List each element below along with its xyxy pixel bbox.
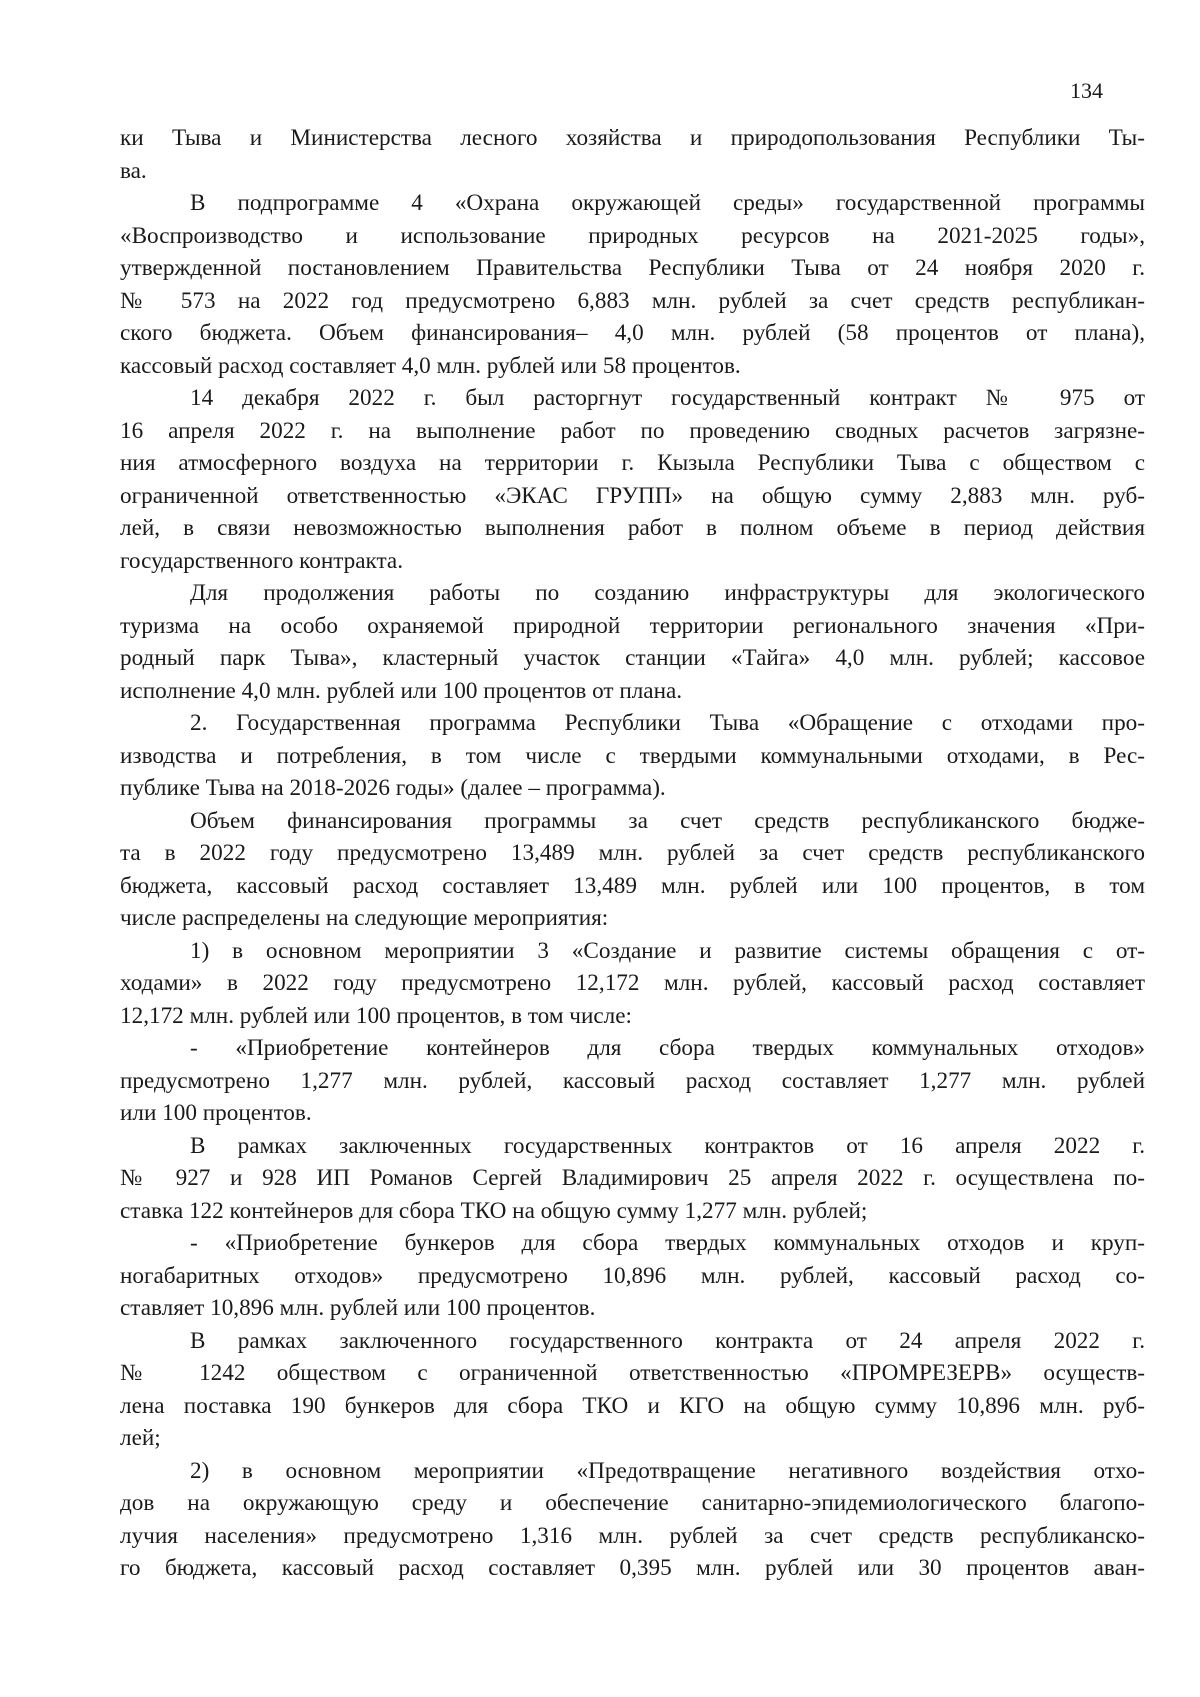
text-line: ногабаритных отходов» предусмотрено 10,896 млн. рублей, кассовый расход со- — [120, 1262, 1145, 1289]
text-line: туризма на особо охраняемой природной территории регионального значения «При- — [120, 612, 1145, 639]
text-line: 2. Государственная программа Республики Тыва «Обращение с отходами про- — [190, 710, 1145, 736]
text-line: лей; — [120, 1425, 161, 1451]
text-line: В рамках заключенных государственных контрактов от 16 апреля 2022 г. — [190, 1132, 1145, 1159]
text-line: - «Приобретение контейнеров для сбора твердых коммунальных отходов» — [190, 1035, 1145, 1061]
text-line: лей, в связи невозможностью выполнения работ в полном объеме в период действия — [120, 515, 1145, 541]
text-line: 2) в основном мероприятии «Предотвращение негативного воздействия отхо- — [190, 1457, 1145, 1484]
text-line: дов на окружающую среду и обеспечение санитарно-эпидемиологического благопо- — [120, 1490, 1145, 1516]
text-line: ходами» в 2022 году предусмотрено 12,172 млн. рублей, кассовый расход составляет — [120, 970, 1145, 996]
text-line: бюджета, кассовый расход составляет 13,489 млн. рублей или 100 процентов, в том — [120, 872, 1145, 899]
text-line: Объем финансирования программы за счет средств республиканского бюдже- — [190, 807, 1145, 834]
text-line: 16 апреля 2022 г. на выполнение работ по проведению сводных расчетов загрязне- — [120, 417, 1145, 444]
text-line: 14 декабря 2022 г. был расторгнут государственный контракт № 975 от — [190, 385, 1145, 411]
text-line: изводства и потребления, в том числе с твердыми коммунальными отходами, в Рес- — [120, 742, 1145, 769]
text-line: лучия населения» предусмотрено 1,316 млн. рублей за счет средств республиканско- — [120, 1522, 1145, 1549]
text-line: утвержденной постановлением Правительства Республики Тыва от 24 ноября 2020 г. — [120, 255, 1145, 281]
text-line: та в 2022 году предусмотрено 13,489 млн. рублей за счет средств республиканского — [120, 840, 1145, 866]
text-line: № 1242 обществом с ограниченной ответственностью «ПРОМРЕЗЕРВ» осуществ- — [120, 1360, 1145, 1386]
text-line: ставляет 10,896 млн. рублей или 100 процентов. — [120, 1295, 596, 1321]
text-line: публике Тыва на 2018-2026 годы» (далее – программа). — [120, 775, 666, 801]
text-line: ва. — [120, 157, 147, 184]
text-line: государственного контракта. — [120, 547, 404, 574]
text-line: ставка 122 контейнеров для сбора ТКО на общую сумму 1,277 млн. рублей; — [120, 1197, 868, 1224]
text-line: числе распределены на следующие мероприятия: — [120, 905, 609, 931]
text-line: или 100 процентов. — [120, 1100, 312, 1126]
text-line: родный парк Тыва», кластерный участок станции «Тайга» 4,0 млн. рублей; кассовое — [120, 645, 1145, 671]
text-line: Для продолжения работы по созданию инфраструктуры для экологического — [190, 580, 1145, 606]
text-line: исполнение 4,0 млн. рублей или 100 процентов от плана. — [120, 677, 683, 704]
text-line: - «Приобретение бункеров для сбора твердых коммунальных отходов и круп- — [190, 1230, 1145, 1256]
text-line: го бюджета, кассовый расход составляет 0,395 млн. рублей или 30 процентов аван- — [120, 1555, 1145, 1581]
text-line: ского бюджета. Объем финансирования– 4,0 млн. рублей (58 процентов от плана), — [120, 320, 1145, 346]
text-line: лена поставка 190 бункеров для сбора ТКО и КГО на общую сумму 10,896 млн. руб- — [120, 1392, 1145, 1419]
text-line: № 573 на 2022 год предусмотрено 6,883 млн. рублей за счет средств республикан- — [120, 287, 1145, 314]
text-line: предусмотрено 1,277 млн. рублей, кассовый расход составляет 1,277 млн. рублей — [120, 1067, 1145, 1094]
text-line: ки Тыва и Министерства лесного хозяйства и природопользования Республики Ты- — [120, 125, 1145, 151]
text-line: 1) в основном мероприятии 3 «Создание и развитие системы обращения с от- — [190, 937, 1145, 964]
text-line: ния атмосферного воздуха на территории г. Кызыла Республики Тыва с обществом с — [120, 450, 1145, 476]
text-line: кассовый расход составляет 4,0 млн. рублей или 58 процентов. — [120, 352, 741, 379]
text-line: № 927 и 928 ИП Романов Сергей Владимирович 25 апреля 2022 г. осуществлена по- — [120, 1165, 1145, 1191]
text-line: «Воспроизводство и использование природных ресурсов на 2021-2025 годы», — [120, 222, 1145, 249]
text-line: 12,172 млн. рублей или 100 процентов, в том числе: — [120, 1002, 632, 1029]
page-number: 134 — [1070, 78, 1103, 103]
text-line: ограниченной ответственностью «ЭКАС ГРУПП» на общую сумму 2,883 млн. руб- — [120, 482, 1145, 509]
text-line: В рамках заключенного государственного контракта от 24 апреля 2022 г. — [190, 1327, 1145, 1354]
document-body — [120, 122, 1145, 1585]
text-line: В подпрограмме 4 «Охрана окружающей среды» государственной программы — [190, 190, 1145, 216]
